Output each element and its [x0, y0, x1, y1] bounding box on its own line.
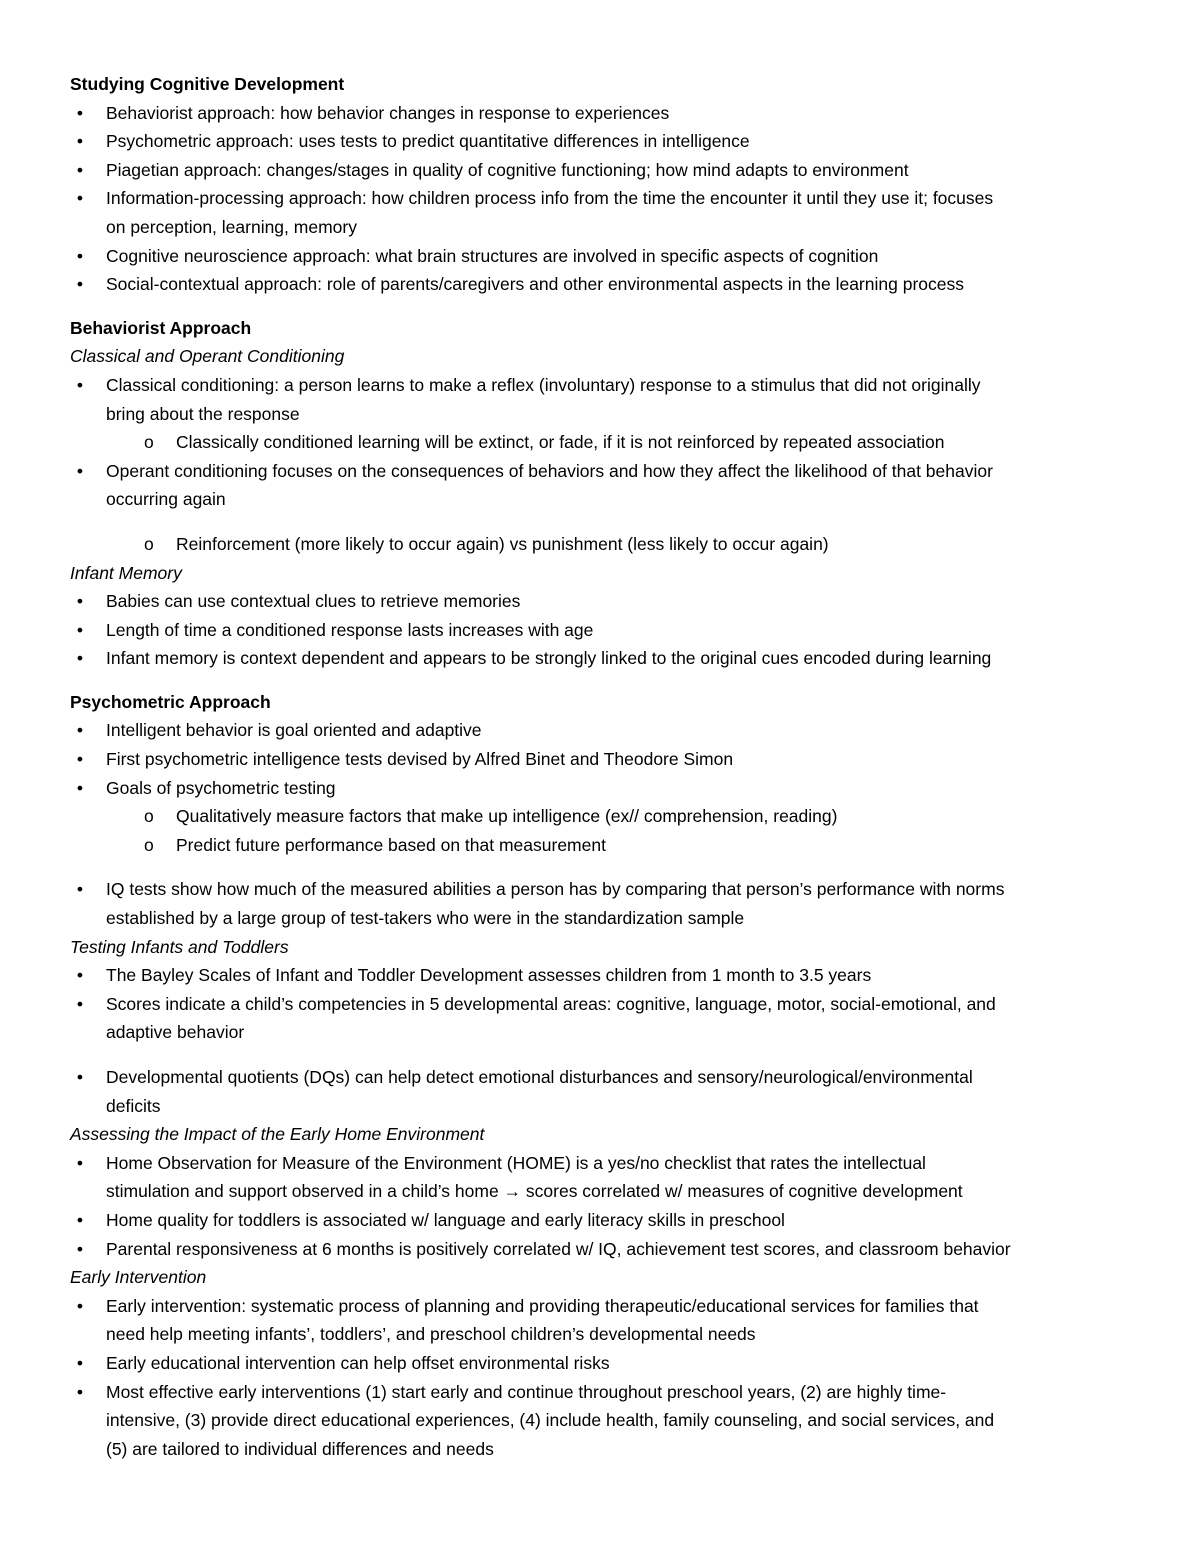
bullet-icon: •	[76, 777, 84, 798]
bullet-icon: •	[76, 1381, 84, 1402]
bullet-text-line: Qualitatively measure factors that make up intelligence (ex// comprehension, reading)	[176, 806, 838, 827]
bullet-item	[70, 457, 1130, 514]
bullet-text-line: Intelligent behavior is goal oriented and adaptive	[106, 720, 482, 741]
bullet-icon: •	[76, 1067, 84, 1087]
bullet-text-line: bring about the response	[106, 403, 300, 424]
bullet-item	[70, 990, 1130, 1047]
bullet-item	[70, 875, 1130, 932]
bullet-item	[70, 270, 1130, 299]
bullet-item	[70, 1378, 1130, 1464]
bullet-item	[70, 961, 1130, 990]
bullet-item	[70, 587, 1130, 616]
subsection-heading: Infant Memory	[70, 562, 182, 583]
bullet-icon: •	[76, 720, 84, 741]
paragraph-spacer	[70, 1047, 1130, 1063]
bullet-icon: •	[76, 1295, 84, 1316]
bullet-icon: •	[76, 993, 84, 1014]
bullet-icon: •	[76, 159, 84, 180]
sub-bullet-item	[70, 428, 1130, 457]
bullet-text-line: intensive, (3) provide direct educational experiences, (4) include health, family counseling, and social services, and	[106, 1410, 995, 1431]
bullet-item	[70, 1063, 1130, 1120]
bullet-text-line: Social-contextual approach: role of parents/caregivers and other environmental aspects in the learning process	[106, 274, 964, 295]
bullet-item	[70, 371, 1130, 428]
section-heading: Behaviorist Approach	[70, 317, 252, 338]
bullet-text-line: Psychometric approach: uses tests to predict quantitative differences in intelligence	[106, 131, 750, 152]
paragraph-spacer	[70, 514, 1130, 530]
bullet-text-line: established by a large group of test-takers who were in the standardization sample	[106, 908, 745, 929]
bullet-item	[70, 127, 1130, 156]
bullet-text-line: Infant memory is context dependent and appears to be strongly linked to the original cues encoded during learning	[106, 648, 992, 669]
bullet-text-line: The Bayley Scales of Infant and Toddler Development assesses children from 1 month to 3.5 years	[106, 965, 872, 986]
bullet-text-line: Operant conditioning focuses on the consequences of behaviors and how they affect the likelihood of that behavior	[106, 460, 993, 481]
bullet-text-line: Behaviorist approach: how behavior changes in response to experiences	[106, 102, 670, 123]
sub-bullet-icon: o	[144, 432, 154, 453]
bullet-icon: •	[76, 1152, 84, 1173]
bullet-text-line: Predict future performance based on that measurement	[176, 834, 606, 855]
bullet-text-line: occurring again	[106, 489, 226, 510]
bullet-text-line: Home Observation for Measure of the Environment (HOME) is a yes/no checklist that rates the intellectual	[106, 1152, 926, 1173]
bullet-item	[70, 156, 1130, 185]
bullet-text-line: Parental responsiveness at 6 months is positively correlated w/ IQ, achievement test scores, and classroom behavior	[106, 1238, 1011, 1259]
sub-bullet-icon: o	[144, 834, 154, 855]
bullet-text-line: deficits	[106, 1095, 161, 1116]
sub-bullet-icon: o	[144, 533, 154, 554]
bullet-text-line: Length of time a conditioned response lasts increases with age	[106, 619, 594, 640]
bullet-item	[70, 1149, 1130, 1206]
bullet-item	[70, 1349, 1130, 1378]
bullet-text-line: Reinforcement (more likely to occur again) vs punishment (less likely to occur again)	[176, 533, 829, 554]
bullet-icon: •	[76, 1209, 84, 1230]
bullet-text-line: Piagetian approach: changes/stages in quality of cognitive functioning; how mind adapts to environment	[106, 159, 909, 180]
section-spacer	[70, 673, 1130, 688]
bullet-icon: •	[76, 460, 84, 481]
bullet-icon: •	[76, 1352, 84, 1373]
bullet-text-line: Classically conditioned learning will be extinct, or fade, if it is not reinforced by repeated association	[176, 432, 945, 453]
bullet-item	[70, 1292, 1130, 1349]
bullet-item	[70, 184, 1130, 241]
subsection-heading: Classical and Operant Conditioning	[70, 346, 345, 367]
section-spacer	[70, 299, 1130, 314]
sub-bullet-item	[70, 802, 1130, 831]
paragraph-spacer	[70, 859, 1130, 875]
bullet-icon: •	[76, 749, 84, 770]
sub-bullet-item	[70, 831, 1130, 860]
bullet-text-line: (5) are tailored to individual differences and needs	[106, 1438, 494, 1459]
bullet-text-line: Most effective early interventions (1) start early and continue throughout preschool years, (2) are highly time-	[106, 1381, 947, 1402]
bullet-text-line: Classical conditioning: a person learns to make a reflex (involuntary) response to a stimulus that did not originally	[106, 374, 981, 395]
subsection-heading: Assessing the Impact of the Early Home Environment	[70, 1124, 485, 1145]
bullet-item	[70, 1206, 1130, 1235]
bullet-text-line: Early educational intervention can help offset environmental risks	[106, 1352, 610, 1373]
bullet-text-line: adaptive behavior	[106, 1022, 245, 1043]
sub-bullet-item	[70, 530, 1130, 559]
bullet-item	[70, 774, 1130, 803]
bullet-icon: •	[76, 274, 84, 295]
subsection-heading: Testing Infants and Toddlers	[70, 936, 289, 957]
bullet-icon: •	[76, 648, 84, 669]
bullet-icon: •	[76, 591, 84, 612]
bullet-text-line: Early intervention: systematic process of planning and providing therapeutic/educational services for families that	[106, 1295, 979, 1316]
bullet-text-line: Scores indicate a child’s competencies in 5 developmental areas: cognitive, language, motor, social-emotional, and	[106, 993, 996, 1014]
bullet-item	[70, 745, 1130, 774]
bullet-text-line: Cognitive neuroscience approach: what brain structures are involved in specific aspects of cognition	[106, 245, 879, 266]
bullet-icon: •	[76, 1238, 84, 1259]
bullet-text-line: need help meeting infants’, toddlers’, and preschool children’s developmental needs	[106, 1324, 756, 1345]
document-page	[70, 70, 1130, 1463]
bullet-text-line: Babies can use contextual clues to retrieve memories	[106, 591, 521, 612]
bullet-item	[70, 644, 1130, 673]
bullet-text-line: Home quality for toddlers is associated w/ language and early literacy skills in preschool	[106, 1209, 785, 1230]
bullet-text-line: First psychometric intelligence tests devised by Alfred Binet and Theodore Simon	[106, 749, 734, 770]
bullet-text-line: Information-processing approach: how children process info from the time the encounter it until they use it; focuses	[106, 188, 994, 209]
sub-bullet-icon: o	[144, 806, 154, 827]
bullet-icon: •	[76, 131, 84, 152]
bullet-text-line: Developmental quotients (DQs) can help detect emotional disturbances and sensory/neurological/environmental	[106, 1067, 973, 1087]
bullet-icon: •	[76, 879, 84, 900]
bullet-icon: •	[76, 374, 84, 395]
section-heading: Psychometric Approach	[70, 691, 271, 712]
bullet-icon: •	[76, 188, 84, 209]
bullet-icon: •	[76, 102, 84, 123]
bullet-text-line: stimulation and support observed in a child’s home → scores correlated w/ measures of cognitive development	[106, 1181, 963, 1202]
bullet-icon: •	[76, 619, 84, 640]
bullet-text-line: IQ tests show how much of the measured abilities a person has by comparing that person’s performance with norms	[106, 879, 1005, 900]
bullet-text-line: Goals of psychometric testing	[106, 777, 336, 798]
bullet-item	[70, 242, 1130, 271]
bullet-icon: •	[76, 245, 84, 266]
bullet-text-line: on perception, learning, memory	[106, 216, 357, 237]
bullet-item	[70, 616, 1130, 645]
bullet-icon: •	[76, 965, 84, 986]
subsection-heading: Early Intervention	[70, 1267, 207, 1288]
bullet-item	[70, 99, 1130, 128]
bullet-item	[70, 716, 1130, 745]
bullet-item	[70, 1235, 1130, 1264]
section-heading: Studying Cognitive Development	[70, 74, 345, 94]
